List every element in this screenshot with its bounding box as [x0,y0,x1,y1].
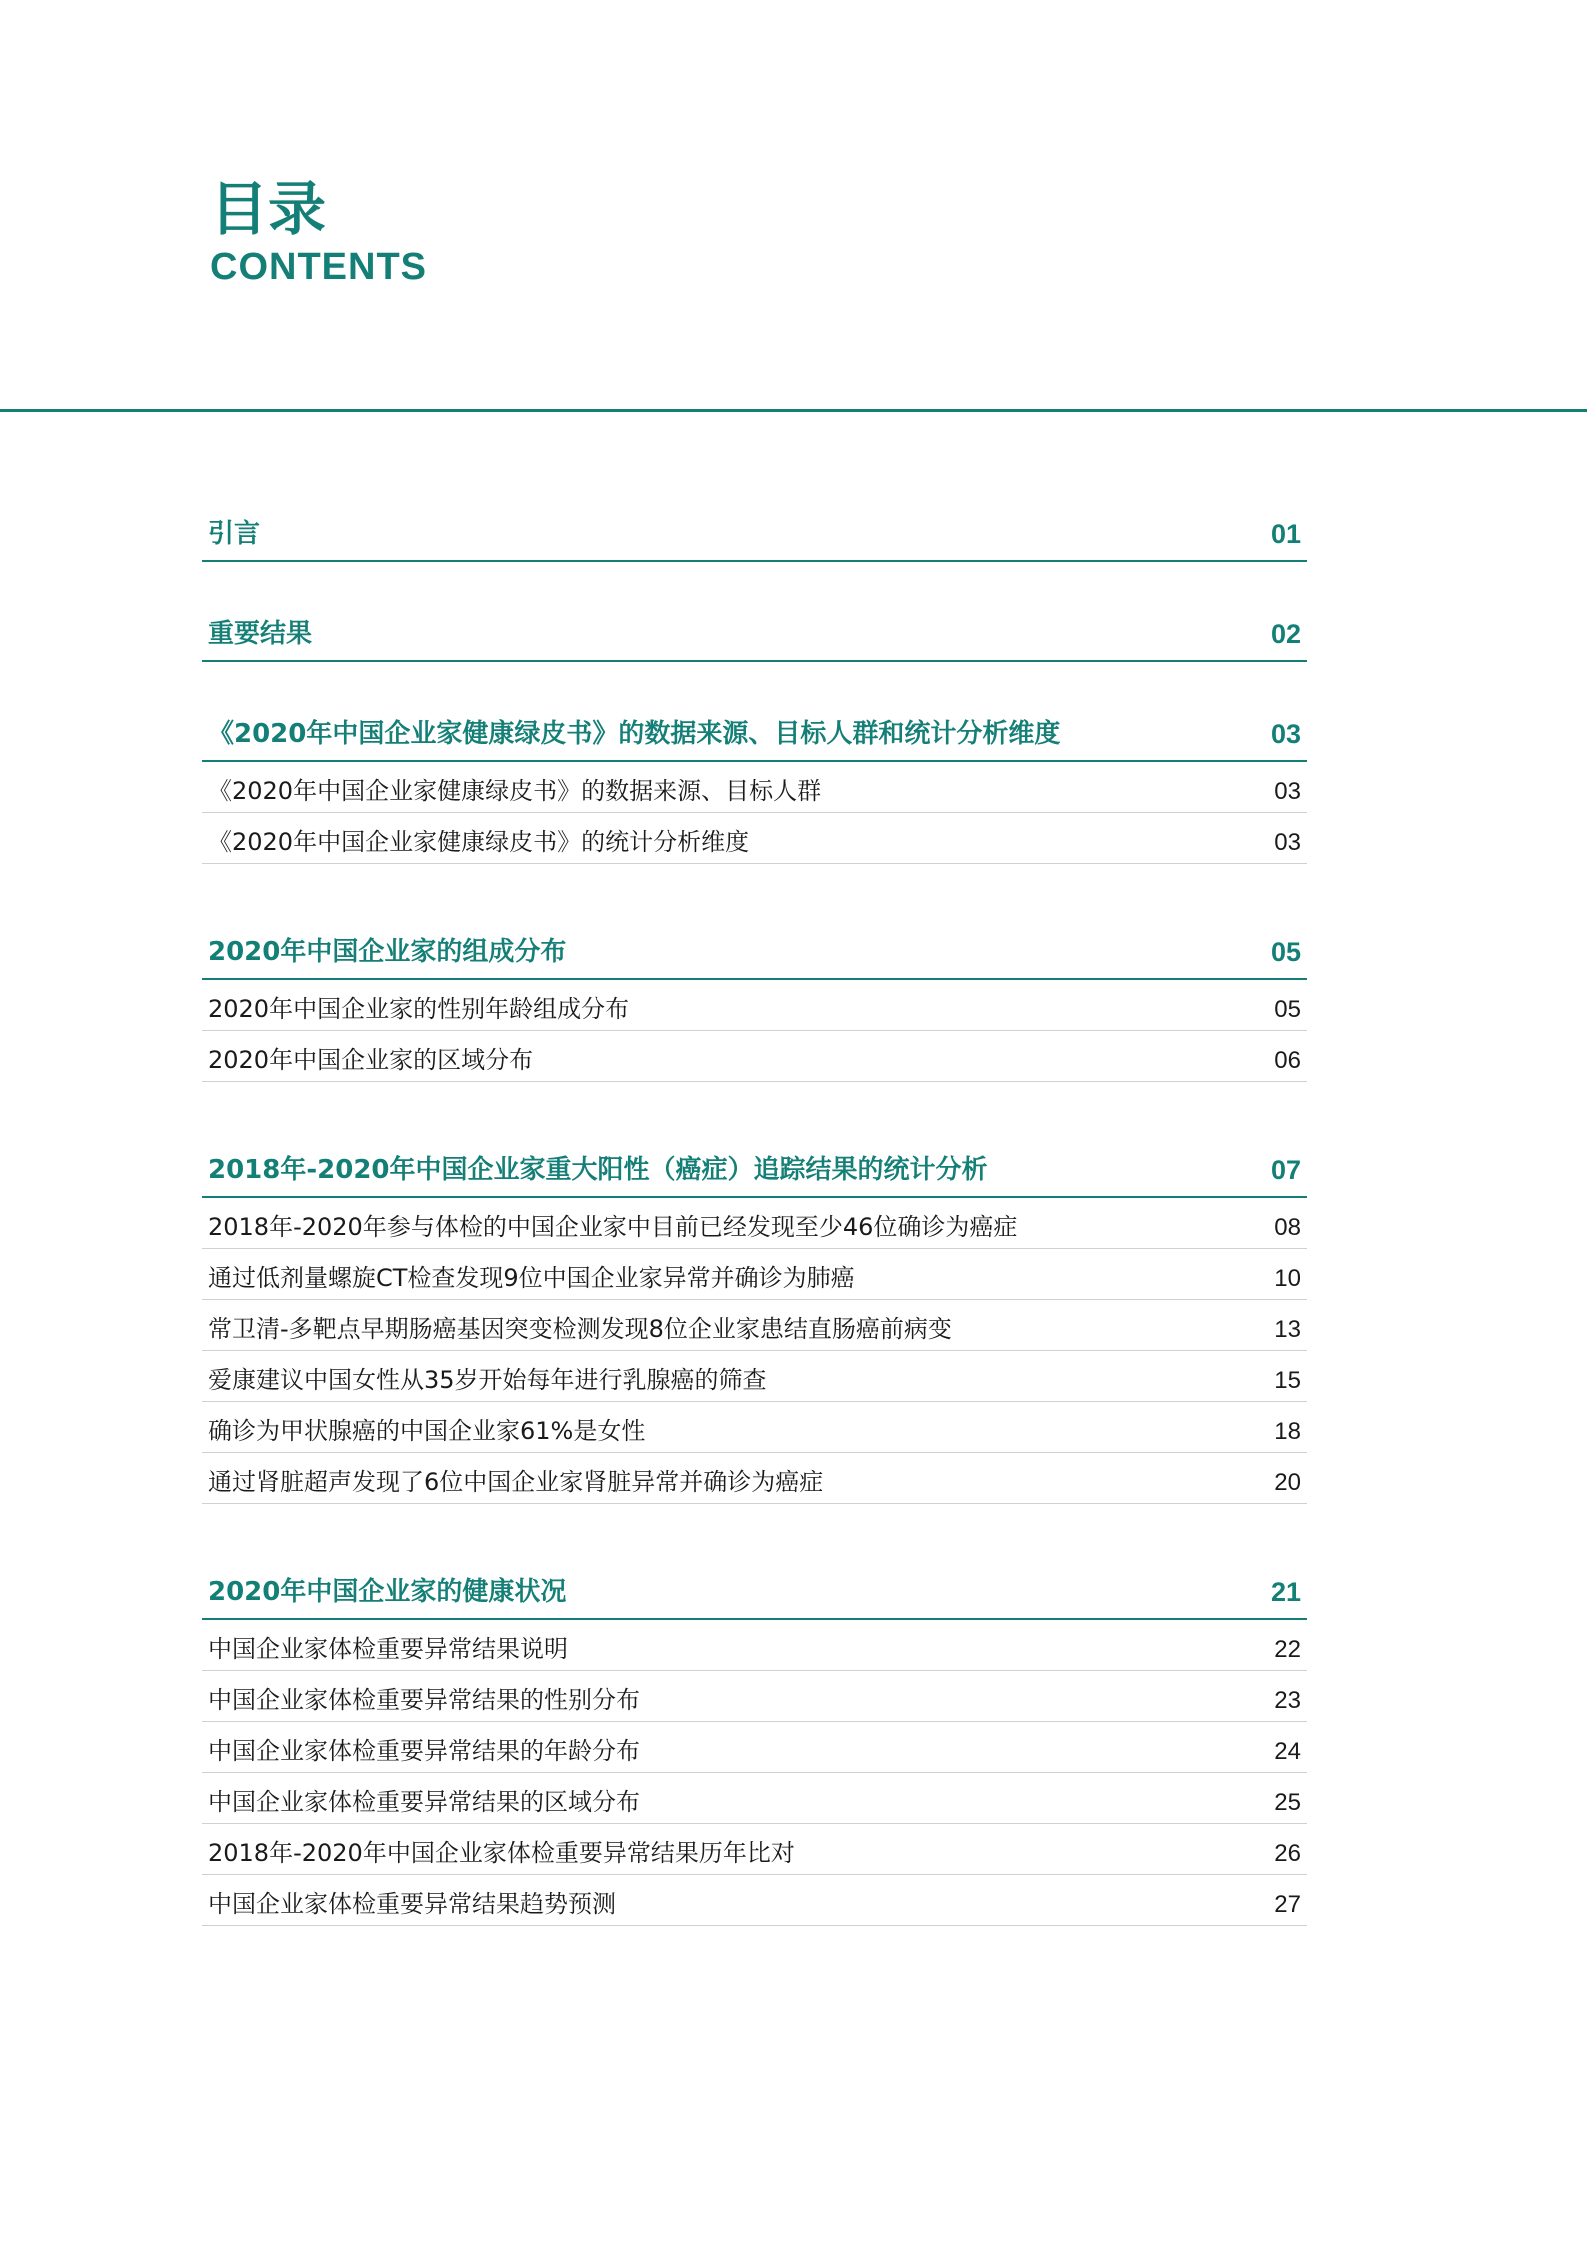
toc-section-page: 21 [1270,1577,1301,1607]
toc-entry-page: 05 [1274,996,1301,1023]
toc-entry[interactable] [202,1351,1307,1402]
toc-section-page: 05 [1270,937,1301,967]
toc-entry-page: 03 [1274,829,1301,856]
toc-section [202,920,1307,1082]
toc-entry-page: 10 [1274,1265,1301,1292]
toc-entry[interactable] [202,1875,1307,1926]
toc-section-title: 2020年中国企业家的组成分布 [208,937,567,967]
page-subtitle: CONTENTS [210,246,427,288]
toc-section-heading[interactable] [202,920,1307,980]
toc-entry[interactable] [202,1722,1307,1773]
toc-section-title: 2020年中国企业家的健康状况 [208,1577,567,1607]
toc-entry-page: 27 [1274,1891,1301,1918]
header-divider [0,409,1587,412]
toc-section [202,602,1307,662]
toc-entry-page: 06 [1274,1047,1301,1074]
toc-entry-page: 22 [1274,1636,1301,1663]
toc-section-title: 重要结果 [208,619,313,649]
toc-entry[interactable] [202,1198,1307,1249]
toc-entry[interactable] [202,1620,1307,1671]
toc-entry-title: 2018年-2020年中国企业家体检重要异常结果历年比对 [208,1839,795,1867]
toc-entry-page: 25 [1274,1789,1301,1816]
toc-entry-page: 23 [1274,1687,1301,1714]
toc-section-heading[interactable] [202,502,1307,562]
toc-entry-page: 15 [1274,1367,1301,1394]
toc-entry-title: 《2020年中国企业家健康绿皮书》的数据来源、目标人群 [208,777,822,805]
toc-section-title: 《2020年中国企业家健康绿皮书》的数据来源、目标人群和统计分析维度 [208,719,1061,749]
toc-entry-title: 通过肾脏超声发现了6位中国企业家肾脏异常并确诊为癌症 [208,1468,824,1496]
toc-entry-page: 18 [1274,1418,1301,1445]
toc-entry-page: 08 [1274,1214,1301,1241]
toc-section-title: 引言 [208,519,261,549]
toc-entry[interactable] [202,1300,1307,1351]
toc-entry[interactable] [202,1453,1307,1504]
toc-section-page: 02 [1270,619,1301,649]
toc-entry-page: 13 [1274,1316,1301,1343]
toc-entry-title: 中国企业家体检重要异常结果趋势预测 [208,1890,616,1918]
toc-entry[interactable] [202,1402,1307,1453]
toc-section-page: 03 [1270,719,1301,749]
table-of-contents [202,502,1307,1926]
toc-entry-title: 2020年中国企业家的区域分布 [208,1046,534,1074]
toc-entry[interactable] [202,813,1307,864]
toc-section-page: 01 [1270,519,1301,549]
toc-entry-title: 通过低剂量螺旋CT检查发现9位中国企业家异常并确诊为肺癌 [208,1264,855,1292]
toc-entry[interactable] [202,1671,1307,1722]
toc-entry-title: 2020年中国企业家的性别年龄组成分布 [208,995,630,1023]
toc-entry-page: 03 [1274,778,1301,805]
page-title: 目录 [210,175,327,243]
toc-entry[interactable] [202,1773,1307,1824]
toc-entry-page: 26 [1274,1840,1301,1867]
toc-section-heading[interactable] [202,1138,1307,1198]
toc-entry[interactable] [202,1249,1307,1300]
toc-entry-page: 24 [1274,1738,1301,1765]
toc-entry-title: 中国企业家体检重要异常结果的年龄分布 [208,1737,640,1765]
toc-entry-title: 常卫清-多靶点早期肠癌基因突变检测发现8位企业家患结直肠癌前病变 [208,1315,952,1343]
toc-entry-page: 20 [1274,1469,1301,1496]
toc-entry[interactable] [202,1824,1307,1875]
toc-entry-title: 2018年-2020年参与体检的中国企业家中目前已经发现至少46位确诊为癌症 [208,1213,1018,1241]
toc-entry-title: 确诊为甲状腺癌的中国企业家61%是女性 [208,1417,646,1445]
toc-section-heading[interactable] [202,702,1307,762]
toc-section [202,702,1307,864]
toc-entry-title: 《2020年中国企业家健康绿皮书》的统计分析维度 [208,828,750,856]
toc-section-heading[interactable] [202,602,1307,662]
toc-section-title: 2018年-2020年中国企业家重大阳性（癌症）追踪结果的统计分析 [208,1155,988,1185]
toc-entry-title: 爱康建议中国女性从35岁开始每年进行乳腺癌的筛查 [208,1366,767,1394]
toc-entry-title: 中国企业家体检重要异常结果的区域分布 [208,1788,640,1816]
toc-section [202,1560,1307,1926]
toc-entry-title: 中国企业家体检重要异常结果的性别分布 [208,1686,640,1714]
toc-entry[interactable] [202,762,1307,813]
toc-section [202,1138,1307,1504]
toc-section-heading[interactable] [202,1560,1307,1620]
toc-entry[interactable] [202,980,1307,1031]
toc-entry-title: 中国企业家体检重要异常结果说明 [208,1635,568,1663]
toc-entry[interactable] [202,1031,1307,1082]
toc-section-page: 07 [1270,1155,1301,1185]
toc-section [202,502,1307,562]
